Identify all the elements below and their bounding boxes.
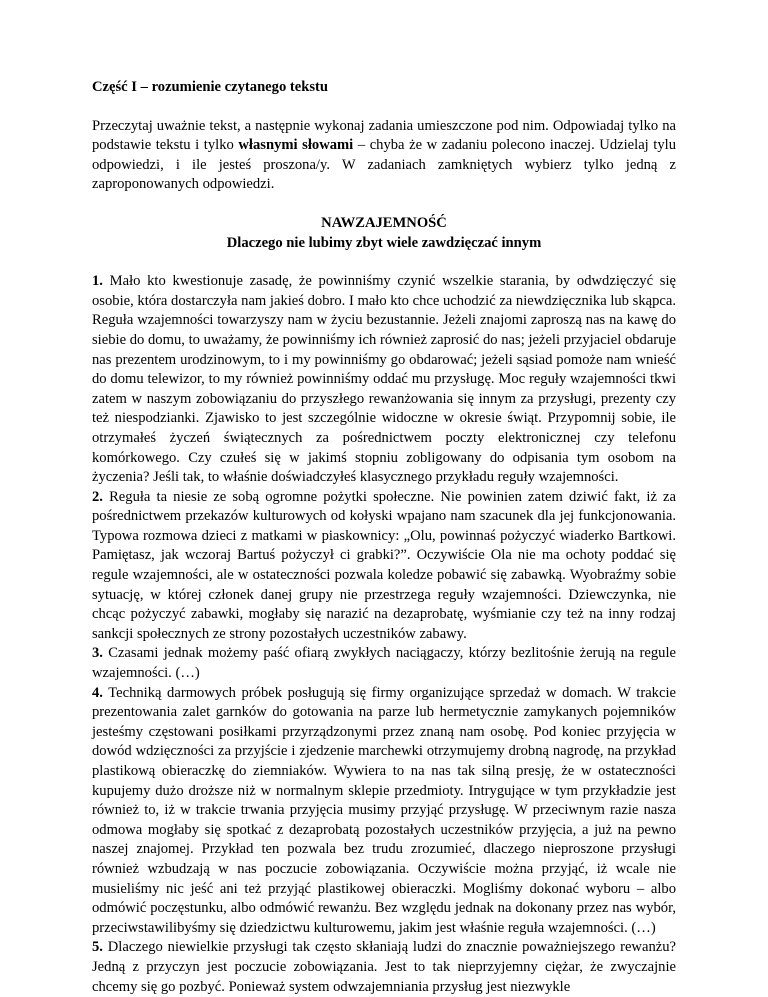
paragraph-number: 2. bbox=[92, 488, 103, 505]
instructions-emphasis: własnymi słowami bbox=[238, 137, 354, 154]
paragraph-text: Czasami jednak możemy paść ofiarą zwykłych naciągaczy, którzy bezlitośnie żerują na regule wzajemności. (…) bbox=[92, 645, 676, 682]
paragraph-number: 1. bbox=[92, 273, 103, 290]
paragraph-text: Techniką darmowych próbek posługują się firmy organizujące sprzedaż w domach. W trakcie prezentowania zalet garnków do gotowania na parze lub hermetycznie zamykanych pojemników jesteśmy częstowani posiłkami przyrządzonymi przez znaną nam osobę. Pod koniec przyjęcia w dowód wdzięczności za przyjście i zjedzenie marchewki otrzymujemy drobną nagrodę, na przykład plastikową obieraczkę do ziemniaków. Wywiera to na nas tak silną presję, że w ostateczności kupujemy dużo droższe niż w normalnym sklepie przedmioty. Intrygujące w tym przykładzie jest również to, iż w trakcie trwania przyjęcia musimy przyjąć przysługę. W przeciwnym razie nasza odmowa mogłaby się spotkać z dezaprobatą pozostałych uczestników przyjęcia, a już na pewno naszej znajomej. Przykład ten pozwala bez trudu zrozumieć, dlaczego nieproszone przysługi również wzbudzają w nas poczucie zobowiązania. Oczywiście można przyjąć, iż wcale nie musieliśmy nic jeść ani też przyjąć plastikowej obieraczki. Mogliśmy dokonać wyboru – albo odmówić poczęstunku, albo odmówić rewanżu. Bez względu jednak na dokonany przez nas wybór, przeciwstawilibyśmy się dziedzictwu kulturowemu, jakim jest właśnie reguła wzajemności. (…) bbox=[92, 684, 676, 936]
instructions bbox=[92, 117, 676, 195]
paragraph-3 bbox=[92, 644, 676, 683]
article-title: NAWZAJEMNOŚĆ bbox=[321, 214, 447, 231]
instructions-text-2: – chyba że w zadaniu polecono inaczej. Udzielaj tylu odpowiedzi, i ile jesteś proszona/y. W zadaniach zamkniętych wybierz tylko jedną z zaproponowanych odpowiedzi. bbox=[92, 137, 677, 193]
section-title: Część I – rozumienie czytanego tekstu bbox=[92, 79, 329, 95]
instructions-text-1: Przeczytaj uważnie tekst, a następnie wykonaj zadania umieszczone pod nim. Odpowiadaj tylko na podstawie tekstu i tylko bbox=[92, 117, 676, 154]
paragraph-text: Dlaczego niewielkie przysługi tak często skłaniają ludzi do znacznie poważniejszego rewanżu? Jedną z przyczyn jest poczucie zobowiązania. Jest to tak nieprzyjemny ciężar, że zwyczajnie chcemy się go pozbyć. Ponieważ system odwzajemniania przysług jest niezwykle bbox=[92, 939, 676, 995]
article-subtitle: Dlaczego nie lubimy zbyt wiele zawdzięczać innym bbox=[226, 234, 542, 251]
paragraph-number: 4. bbox=[92, 684, 103, 701]
document-page bbox=[92, 78, 676, 997]
paragraph-text: Reguła ta niesie ze sobą ogromne pożytki społeczne. Nie powinien zatem dziwić fakt, iż za pośrednictwem przekazów kulturowych od kołyski wpajano nam szacunek dla jej funkcjonowania. Typowa rozmowa dzieci z matkami w piaskownicy: „Olu, powinnaś pożyczyć wiaderko Bartkowi. Pamiętasz, jak wczoraj Bartuś pożyczył ci grabki?”. Oczywiście Ola nie ma ochoty poddać się regule wzajemności, ale w ostateczności pozwala koledze pobawić się zabawką. Wyobraźmy sobie sytuację, w której członek danej grupy nie przestrzega reguły wzajemności. Dziewczynka, nie chcąc pożyczyć zabawki, mogłaby się narazić na dezaprobatę, wyśmianie czy też na inny rodzaj sankcji społecznych ze strony pozostałych uczestników zabawy. bbox=[92, 488, 676, 642]
paragraph-text: Mało kto kwestionuje zasadę, że powinniśmy czynić wszelkie starania, by odwdzięczyć się osobie, która dostarczyła nam jakieś dobro. I mało kto chce uchodzić za niewdzięcznika lub skąpca. Reguła wzajemności towarzyszy nam w życiu bezustannie. Jeżeli znajomi zaproszą nas na kawę do siebie do domu, to uważamy, że powinniśmy ich również zaprosić do nas; jeżeli przyjaciel obdaruje nas prezentem urodzinowym, to i my powinniśmy go obdarować; jeżeli sąsiad pomoże nam wnieść do domu telewizor, to my również powinniśmy oddać mu przysługę. Moc reguły wzajemności tkwi zatem w naszym zobowiązaniu do przyszłego rewanżowania się innym za przysługi, prezenty czy też niespodzianki. Zjawisko to jest szczególnie widoczne w okresie świąt. Przypomnij sobie, ile otrzymałeś życzeń świątecznych za pośrednictwem poczty elektronicznej czy telefonu komórkowego. Czy czułeś się w jakimś stopniu zobligowany do odpisania tym osobom na życzenia? Jeśli tak, to właśnie doświadczyłeś klasycznego przykładu reguły wzajemności. bbox=[92, 273, 676, 486]
paragraph-5 bbox=[92, 938, 676, 997]
paragraph-1 bbox=[92, 272, 676, 488]
paragraph-number: 3. bbox=[92, 645, 103, 662]
paragraph-4 bbox=[92, 684, 676, 939]
paragraph-2 bbox=[92, 488, 676, 645]
paragraph-number: 5. bbox=[92, 939, 103, 956]
